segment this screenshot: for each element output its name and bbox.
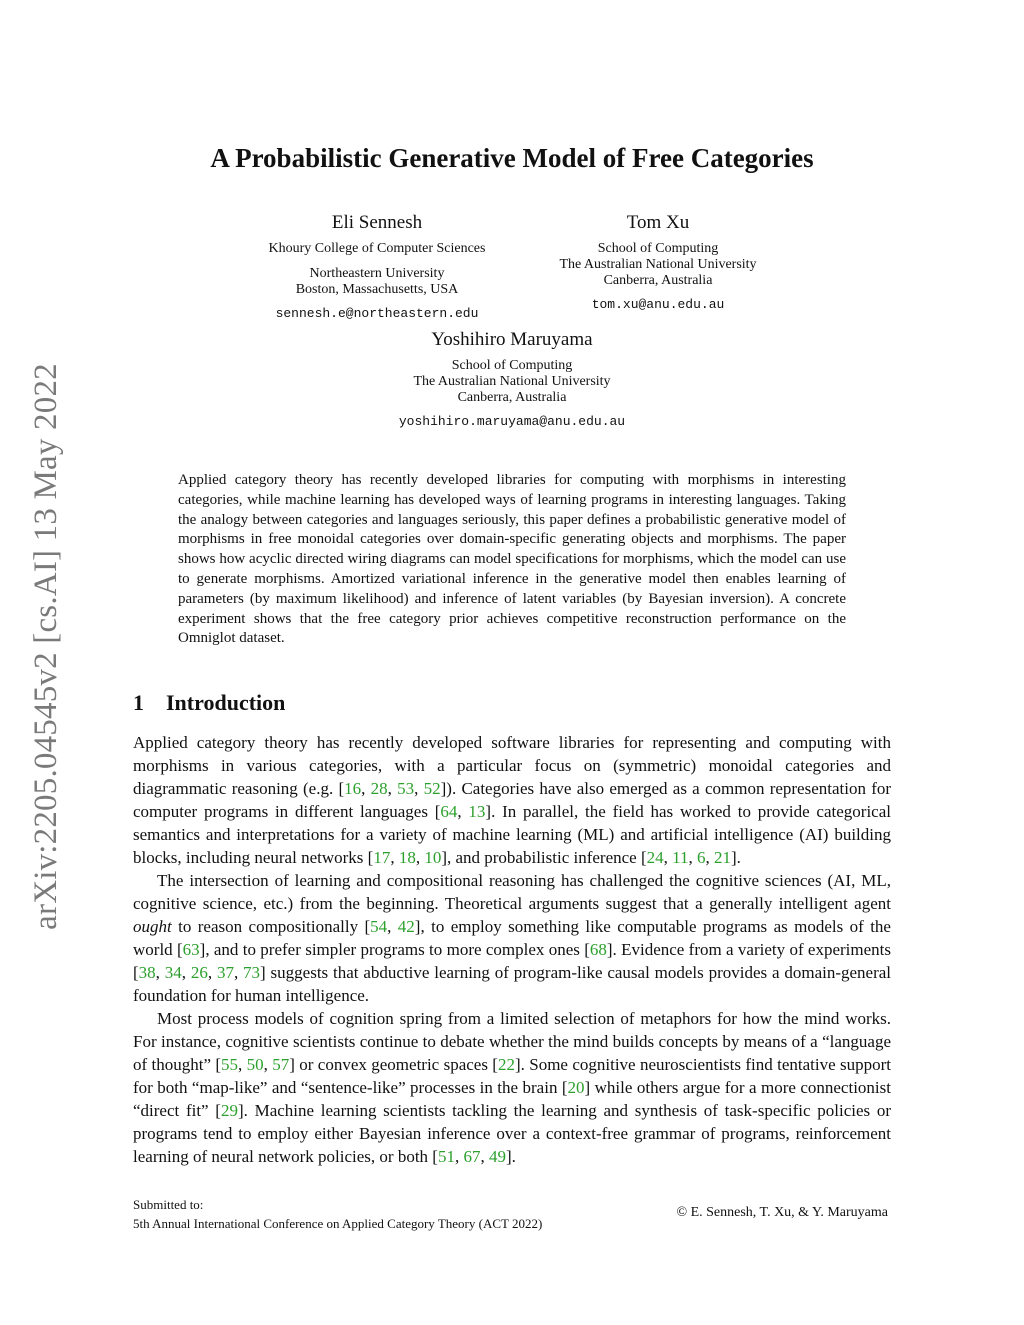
- citation-link[interactable]: 50: [246, 1055, 264, 1074]
- citation-link[interactable]: 11: [672, 848, 689, 867]
- author-location: Boston, Massachusetts, USA: [295, 282, 459, 297]
- author-email[interactable]: tom.xu@anu.edu.au: [591, 297, 725, 312]
- citation-link[interactable]: 49: [488, 1147, 506, 1166]
- citation-link[interactable]: 42: [397, 917, 415, 936]
- venue: 5th Annual International Conference on Applied Category Theory (ACT 2022): [133, 1216, 543, 1231]
- copyright: © E. Sennesh, T. Xu, & Y. Maruyama: [676, 1205, 888, 1220]
- author-email[interactable]: sennesh.e@northeastern.edu: [275, 306, 479, 321]
- citation-link[interactable]: 68: [589, 940, 607, 959]
- citation-link[interactable]: 53: [397, 779, 415, 798]
- citation-link[interactable]: 63: [182, 940, 200, 959]
- author-name: Tom Xu: [626, 212, 690, 233]
- citation-link[interactable]: 16: [344, 779, 362, 798]
- author-block-maruyama: [362, 329, 662, 429]
- paragraph: Applied category theory has recently developed software libraries for representing and computing with morphisms in various categories, with a particular focus on (symmetric) monoidal categories and diagrammatic reasoning (e.g. [16, 28, 53, 52]). Categories have also emerged as a common representation for computer programs in different languages [64, 13]. In parallel, the field has worked to provide categorical semantics and interpretations for a variety of machine learning (ML) and artificial intelligence (AI) building blocks, including neural networks [17, 18, 10], and probabilistic inference [24, 11, 6, 21].: [133, 733, 892, 867]
- emphasis: ought: [133, 917, 172, 936]
- author-affiliation: Khoury College of Computer Sciences: [268, 241, 486, 256]
- citation-link[interactable]: 29: [220, 1101, 238, 1120]
- citation-link[interactable]: 54: [370, 917, 388, 936]
- author-name: Yoshihiro Maruyama: [431, 329, 593, 350]
- citation-link[interactable]: 67: [463, 1147, 481, 1166]
- citation-link[interactable]: 28: [370, 779, 388, 798]
- paragraph: The intersection of learning and compositional reasoning has challenged the cognitive sciences (AI, ML, cognitive science, etc.) from the beginning. Theoretical arguments suggest that a generally intelligent agent ought to reason compositionally [54, 42], to employ something like computable programs as models of the world [63], and to prefer simpler programs to more complex ones [68]. Evidence from a variety of experiments [38, 34, 26, 37, 73] suggests that abductive learning of program-like causal models provides a domain-general foundation for human intelligence.: [133, 871, 892, 1005]
- citation-link[interactable]: 55: [221, 1055, 239, 1074]
- author-location: Canberra, Australia: [603, 273, 713, 288]
- citation-link[interactable]: 10: [424, 848, 442, 867]
- author-institution: Northeastern University: [309, 266, 445, 281]
- section-number: 1: [133, 690, 144, 715]
- citation-link[interactable]: 38: [138, 963, 156, 982]
- citation-link[interactable]: 24: [646, 848, 664, 867]
- author-location: Canberra, Australia: [457, 390, 567, 405]
- submitted-label: Submitted to:: [133, 1197, 204, 1212]
- citation-link[interactable]: 17: [373, 848, 391, 867]
- citation-link[interactable]: 22: [497, 1055, 515, 1074]
- arxiv-stamp-text: arXiv:2205.04545v2 [cs.AI] 13 May 2022: [27, 362, 64, 930]
- abstract: Applied category theory has recently developed libraries for computing with morphisms in interesting categories, while machine learning has developed ways of learning programs in interesting languages. Taking the analogy between categories and languages seriously, this paper defines a probabilistic generative model of morphisms in free monoidal categories over domain-specific generating objects and morphisms. The paper shows how acyclic directed wiring diagrams can model specifications for morphisms, which the model can use to generate morphisms. Amortized variational inference in the generative model then enables learning of parameters (by maximum likelihood) and inference of latent variables (by Bayesian inversion). A concrete experiment shows that the free category prior achieves competitive reconstruction performance on the Omniglot dataset.: [178, 472, 846, 647]
- citation-link[interactable]: 6: [697, 848, 706, 867]
- author-email[interactable]: yoshihiro.maruyama@anu.edu.au: [398, 414, 626, 429]
- citation-link[interactable]: 20: [567, 1078, 585, 1097]
- citation-link[interactable]: 51: [437, 1147, 455, 1166]
- paragraph: Most process models of cognition spring from a limited selection of metaphors for how the mind works. For instance, cognitive scientists continue to debate whether the mind builds concepts by means of a “language of thought” [55, 50, 57] or convex geometric spaces [22]. Some cognitive neuroscientists find tentative support for both “map-like” and “sentence-like” processes in the brain [20] while others argue for a more connectionist “direct fit” [29]. Machine learning scientists tackling the learning and synthesis of task-specific policies or programs tend to employ either Bayesian inference over a context-free grammar of programs, reinforcement learning of neural network policies, or both [51, 67, 49].: [133, 1009, 891, 1166]
- citation-link[interactable]: 73: [243, 963, 261, 982]
- section-heading: [133, 690, 285, 716]
- citation-link[interactable]: 37: [216, 963, 234, 982]
- author-institution: The Australian National University: [413, 374, 611, 389]
- citation-link[interactable]: 21: [714, 848, 732, 867]
- arxiv-stamp: [27, 352, 64, 940]
- citation-link[interactable]: 64: [440, 802, 458, 821]
- author-institution: The Australian National University: [559, 257, 757, 272]
- section-title: Introduction: [166, 690, 286, 715]
- submission-note: [133, 1195, 542, 1233]
- citation-link[interactable]: 34: [164, 963, 182, 982]
- citation-link[interactable]: 57: [272, 1055, 290, 1074]
- author-block-xu: [538, 212, 778, 312]
- citation-link[interactable]: 13: [468, 802, 486, 821]
- citation-link[interactable]: 18: [398, 848, 416, 867]
- author-block-sennesh: [252, 212, 502, 321]
- author-school: School of Computing: [597, 241, 719, 256]
- citation-link[interactable]: 26: [190, 963, 208, 982]
- section-body: [133, 731, 891, 1168]
- author-school: School of Computing: [451, 358, 573, 373]
- citation-link[interactable]: 52: [423, 779, 441, 798]
- paper-title: A Probabilistic Generative Model of Free Categories: [210, 143, 814, 173]
- author-name: Eli Sennesh: [331, 212, 423, 233]
